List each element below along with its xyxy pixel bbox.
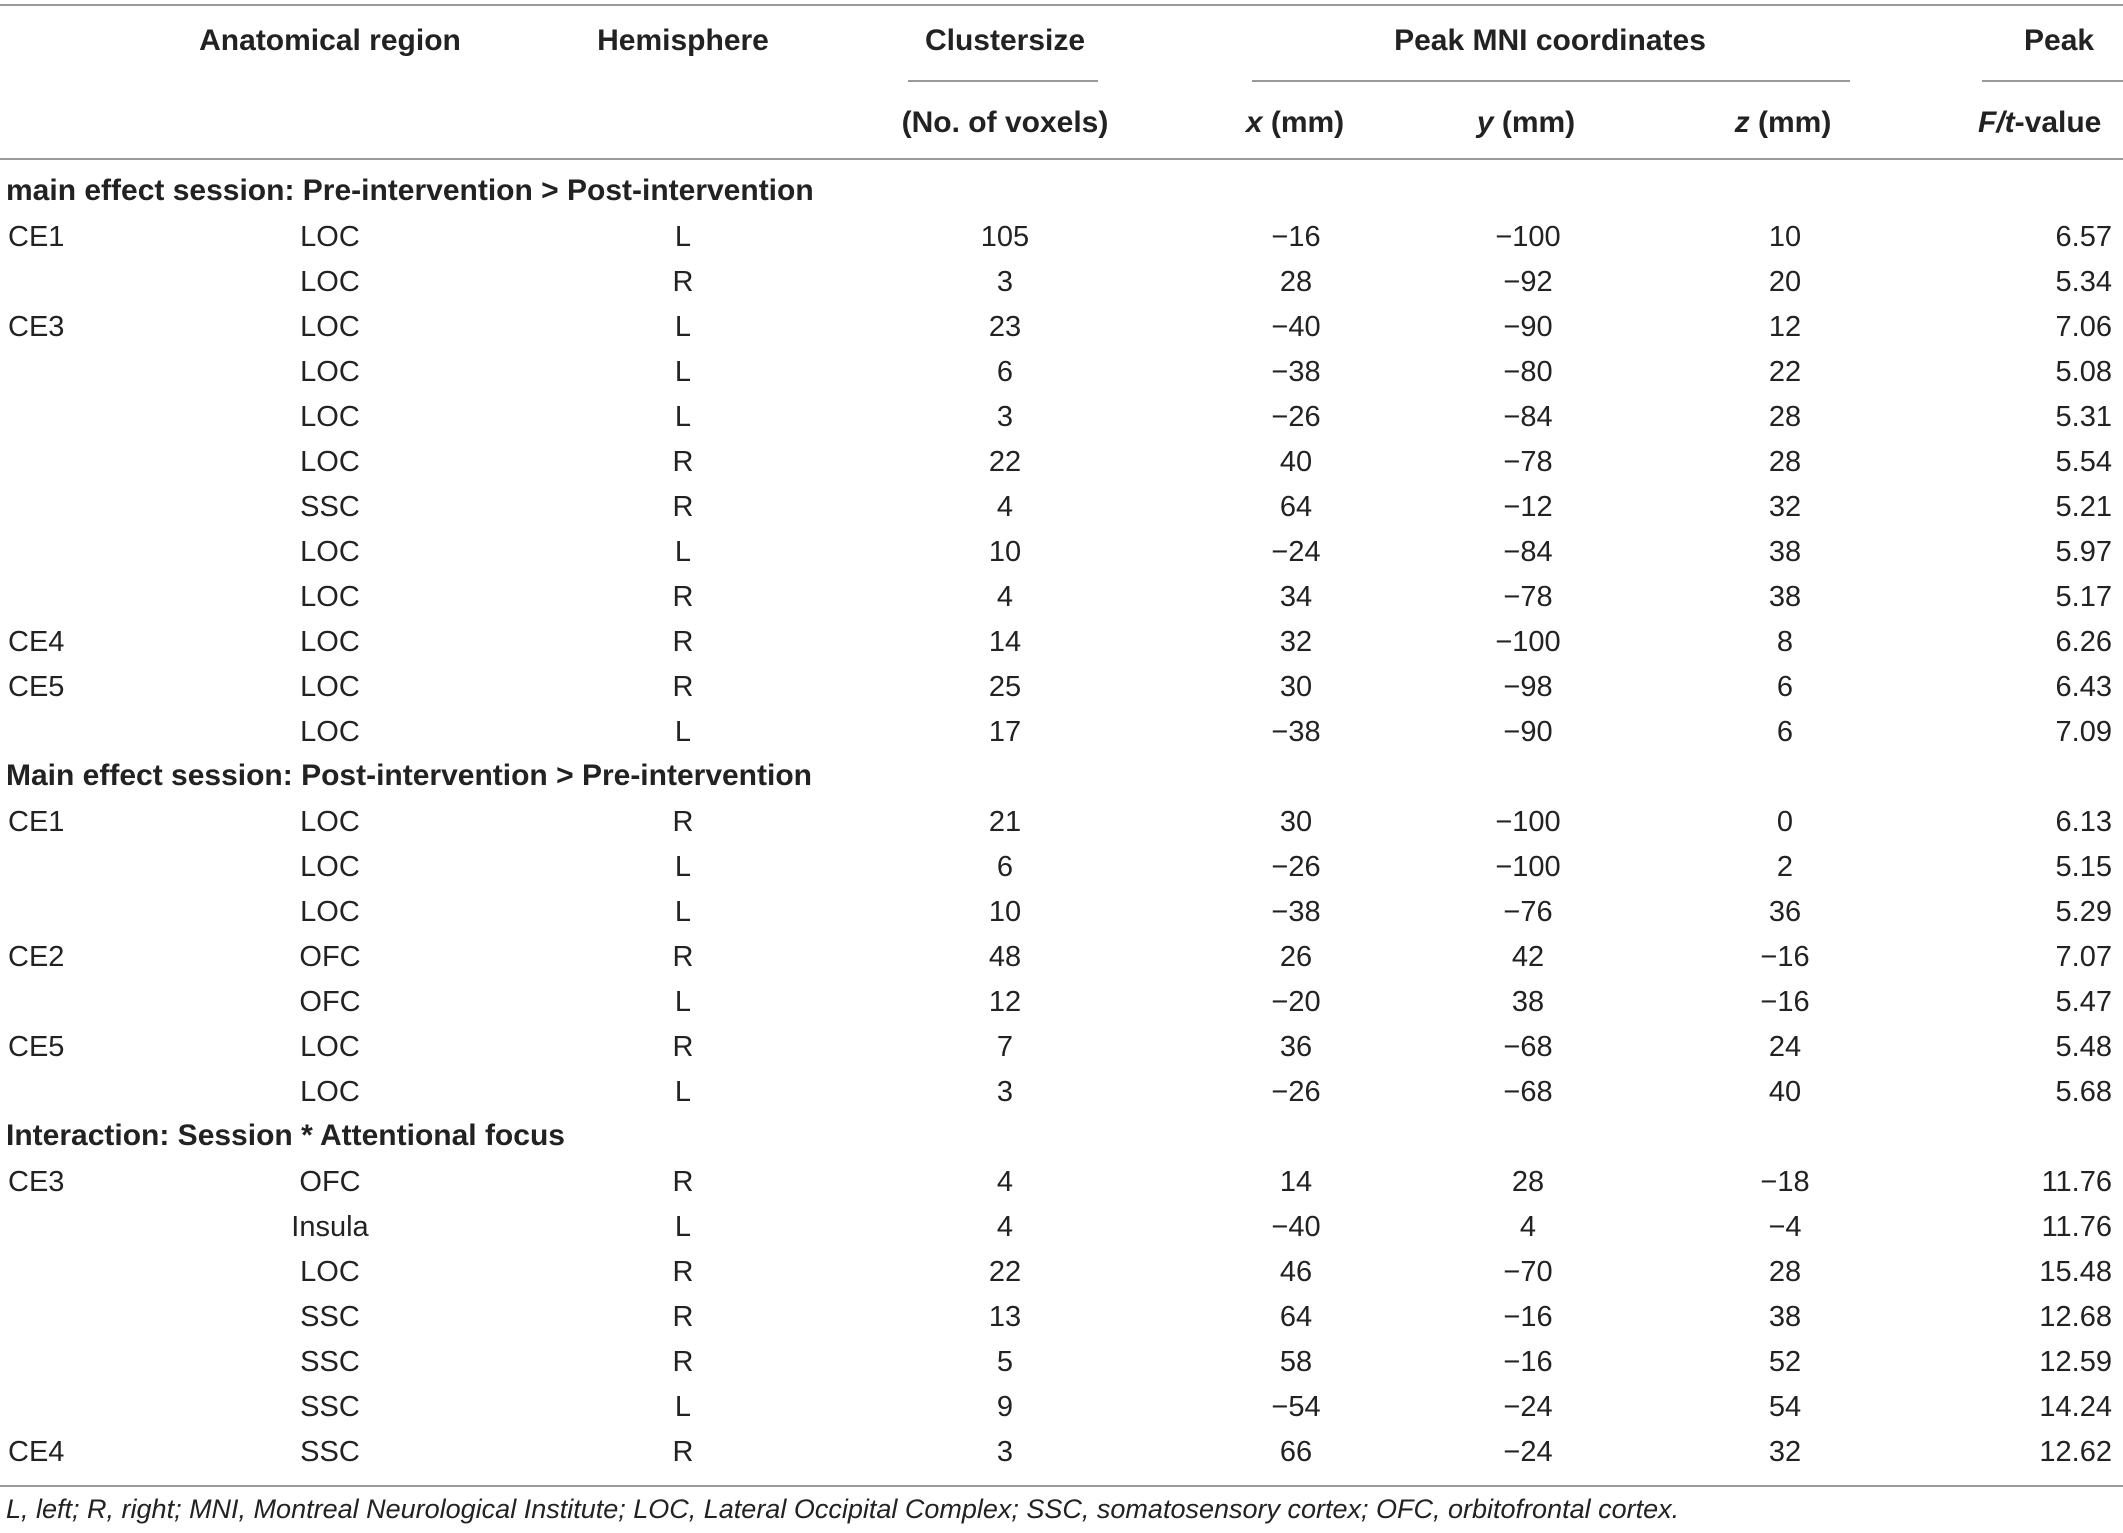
cell-clustersize: 3 <box>996 266 1014 298</box>
cell-x: −26 <box>1271 401 1321 433</box>
cell-z: 38 <box>1768 536 1802 568</box>
cell-hemisphere: L <box>674 401 692 433</box>
cell-z: 40 <box>1768 1076 1802 1108</box>
cell-clustersize: 23 <box>988 311 1022 343</box>
section-heading: Interaction: Session * Attentional focus <box>6 1119 565 1152</box>
cell-clustersize: 4 <box>996 491 1014 523</box>
cell-peak: 5.47 <box>2055 986 2112 1018</box>
cell-clustersize: 4 <box>996 1211 1014 1243</box>
cell-x: 46 <box>1279 1256 1313 1288</box>
cell-peak: 6.57 <box>2055 221 2112 253</box>
cell-region: LOC <box>300 581 360 613</box>
cell-x: 66 <box>1279 1436 1313 1468</box>
cell-x: −38 <box>1271 356 1321 388</box>
cell-ce: CE5 <box>8 1031 65 1063</box>
cell-z: 28 <box>1768 401 1802 433</box>
cell-clustersize: 4 <box>996 1166 1014 1198</box>
cell-hemisphere: R <box>672 1166 694 1198</box>
cell-region: OFC <box>299 986 361 1018</box>
cell-x: 30 <box>1279 806 1313 838</box>
cell-z: −16 <box>1760 986 1810 1018</box>
cell-peak: 5.08 <box>2055 356 2112 388</box>
header-hemisphere: Hemisphere <box>597 24 769 57</box>
cell-region: OFC <box>299 941 361 973</box>
cell-hemisphere: R <box>672 1436 694 1468</box>
cell-z: 36 <box>1768 896 1802 928</box>
cell-y: −84 <box>1503 401 1553 433</box>
cell-y: −98 <box>1503 671 1553 703</box>
cell-clustersize: 25 <box>988 671 1022 703</box>
cell-peak: 14.24 <box>2039 1391 2112 1423</box>
cell-peak: 6.26 <box>2055 626 2112 658</box>
cell-y: −80 <box>1503 356 1553 388</box>
cell-z: 0 <box>1776 806 1794 838</box>
cell-y: −24 <box>1503 1391 1553 1423</box>
table-top-rule <box>0 4 2123 6</box>
cell-x: 40 <box>1279 446 1313 478</box>
header-x: x (mm) <box>1245 106 1345 139</box>
cell-x: 58 <box>1279 1346 1313 1378</box>
cell-y: −78 <box>1503 581 1553 613</box>
cell-x: −20 <box>1271 986 1321 1018</box>
cell-ce: CE5 <box>8 671 65 703</box>
cell-clustersize: 10 <box>988 536 1022 568</box>
cell-region: SSC <box>300 491 360 523</box>
cell-y: −68 <box>1503 1031 1553 1063</box>
cell-hemisphere: R <box>672 671 694 703</box>
cell-peak: 7.06 <box>2055 311 2112 343</box>
cell-z: 52 <box>1768 1346 1802 1378</box>
cell-z: 38 <box>1768 581 1802 613</box>
cell-hemisphere: L <box>674 221 692 253</box>
cell-region: LOC <box>300 266 360 298</box>
cell-hemisphere: R <box>672 1346 694 1378</box>
cell-x: 64 <box>1279 1301 1313 1333</box>
cell-x: −26 <box>1271 1076 1321 1108</box>
cell-clustersize: 21 <box>988 806 1022 838</box>
cell-hemisphere: R <box>672 1256 694 1288</box>
cell-ce: CE4 <box>8 1436 65 1468</box>
cell-hemisphere: L <box>674 851 692 883</box>
cell-peak: 6.43 <box>2055 671 2112 703</box>
cell-hemisphere: L <box>674 536 692 568</box>
cell-y: −12 <box>1503 491 1553 523</box>
cell-region: Insula <box>291 1211 369 1243</box>
cell-hemisphere: R <box>672 1031 694 1063</box>
cell-y: −76 <box>1503 896 1553 928</box>
cell-region: LOC <box>300 311 360 343</box>
cell-y: 28 <box>1511 1166 1545 1198</box>
cell-region: LOC <box>300 401 360 433</box>
cell-peak: 5.48 <box>2055 1031 2112 1063</box>
cell-peak: 5.68 <box>2055 1076 2112 1108</box>
cell-peak: 7.09 <box>2055 716 2112 748</box>
cell-region: SSC <box>300 1301 360 1333</box>
cell-z: 8 <box>1776 626 1794 658</box>
header-bottom-rule <box>0 158 2123 160</box>
cell-y: −78 <box>1503 446 1553 478</box>
cell-z: 12 <box>1768 311 1802 343</box>
cell-x: −38 <box>1271 896 1321 928</box>
cell-hemisphere: R <box>672 1301 694 1333</box>
cell-peak: 6.13 <box>2055 806 2112 838</box>
cell-peak: 11.76 <box>2041 1166 2112 1198</box>
cell-clustersize: 6 <box>996 356 1014 388</box>
cell-region: LOC <box>300 1031 360 1063</box>
cell-peak: 5.97 <box>2055 536 2112 568</box>
cell-x: −16 <box>1271 221 1321 253</box>
cell-x: −38 <box>1271 716 1321 748</box>
cell-peak: 5.54 <box>2055 446 2112 478</box>
cell-y: 38 <box>1511 986 1545 1018</box>
cell-z: −4 <box>1768 1211 1802 1243</box>
cell-region: LOC <box>300 626 360 658</box>
cell-clustersize: 105 <box>980 221 1030 253</box>
cell-x: −40 <box>1271 311 1321 343</box>
cell-y: −16 <box>1503 1346 1553 1378</box>
cell-y: −84 <box>1503 536 1553 568</box>
cell-peak: 5.17 <box>2055 581 2112 613</box>
header-peak: Peak <box>2024 24 2095 57</box>
cell-clustersize: 9 <box>996 1391 1014 1423</box>
cell-hemisphere: R <box>672 941 694 973</box>
cell-region: LOC <box>300 716 360 748</box>
cell-hemisphere: L <box>674 1076 692 1108</box>
header-z: z (mm) <box>1734 106 1832 139</box>
cell-peak: 12.59 <box>2039 1346 2112 1378</box>
cell-hemisphere: L <box>674 986 692 1018</box>
cell-region: LOC <box>300 446 360 478</box>
cell-clustersize: 6 <box>996 851 1014 883</box>
cell-z: −16 <box>1760 941 1810 973</box>
cell-hemisphere: L <box>674 311 692 343</box>
cell-z: 24 <box>1768 1031 1802 1063</box>
cell-peak: 11.76 <box>2041 1211 2112 1243</box>
cell-region: SSC <box>300 1346 360 1378</box>
cell-region: SSC <box>300 1436 360 1468</box>
cell-clustersize: 13 <box>988 1301 1022 1333</box>
cell-y: −100 <box>1495 806 1561 838</box>
table-bottom-rule <box>0 1485 2123 1487</box>
cell-region: LOC <box>300 1076 360 1108</box>
cell-clustersize: 3 <box>996 1076 1014 1108</box>
cell-y: −90 <box>1503 716 1553 748</box>
cell-ce: CE1 <box>8 806 65 838</box>
cell-hemisphere: R <box>672 626 694 658</box>
cell-clustersize: 17 <box>988 716 1022 748</box>
cell-z: 32 <box>1768 1436 1802 1468</box>
cell-peak: 12.68 <box>2039 1301 2112 1333</box>
section-heading: main effect session: Pre-intervention > Post-intervention <box>6 174 814 207</box>
cell-x: 28 <box>1279 266 1313 298</box>
cell-y: 42 <box>1511 941 1545 973</box>
cell-z: 38 <box>1768 1301 1802 1333</box>
footnote: L, left; R, right; MNI, Montreal Neurological Institute; LOC, Lateral Occipital Complex; SSC, somatosensory cortex; OFC, orbitofrontal cortex. <box>6 1494 1680 1524</box>
cell-y: −100 <box>1495 626 1561 658</box>
cell-z: 22 <box>1768 356 1802 388</box>
cell-x: −26 <box>1271 851 1321 883</box>
cell-x: 32 <box>1279 626 1313 658</box>
cell-x: −24 <box>1271 536 1321 568</box>
cell-z: 2 <box>1776 851 1794 883</box>
cell-hemisphere: R <box>672 581 694 613</box>
cell-hemisphere: L <box>674 716 692 748</box>
cell-peak: 5.34 <box>2055 266 2112 298</box>
cell-y: −24 <box>1503 1436 1553 1468</box>
header-clustersize: Clustersize <box>924 24 1086 57</box>
cell-clustersize: 48 <box>988 941 1022 973</box>
cell-hemisphere: L <box>674 896 692 928</box>
cell-peak: 12.62 <box>2039 1436 2112 1468</box>
cell-z: 6 <box>1776 671 1794 703</box>
cell-clustersize: 10 <box>988 896 1022 928</box>
cell-y: −100 <box>1495 221 1561 253</box>
cell-clustersize: 5 <box>996 1346 1014 1378</box>
cell-x: 64 <box>1279 491 1313 523</box>
cell-y: −70 <box>1503 1256 1553 1288</box>
clustersize-rule <box>908 80 1098 82</box>
cell-hemisphere: R <box>672 266 694 298</box>
cell-region: LOC <box>300 671 360 703</box>
header-peak-mni: Peak MNI coordinates <box>1394 24 1706 57</box>
header-clustersize-sub: (No. of voxels) <box>901 106 1109 139</box>
cell-ce: CE4 <box>8 626 65 658</box>
peak-rule <box>1982 80 2123 82</box>
cell-ce: CE1 <box>8 221 65 253</box>
header-y: y (mm) <box>1476 106 1576 139</box>
cell-clustersize: 14 <box>988 626 1022 658</box>
cell-region: LOC <box>300 806 360 838</box>
cell-z: −18 <box>1760 1166 1810 1198</box>
cell-x: 26 <box>1279 941 1313 973</box>
cell-z: 6 <box>1776 716 1794 748</box>
cell-y: −16 <box>1503 1301 1553 1333</box>
cell-x: 36 <box>1279 1031 1313 1063</box>
cell-hemisphere: R <box>672 446 694 478</box>
cell-z: 20 <box>1768 266 1802 298</box>
cell-region: LOC <box>300 221 360 253</box>
cell-hemisphere: L <box>674 1391 692 1423</box>
cell-region: LOC <box>300 851 360 883</box>
cell-x: −40 <box>1271 1211 1321 1243</box>
cell-z: 32 <box>1768 491 1802 523</box>
cell-z: 54 <box>1768 1391 1802 1423</box>
cell-hemisphere: L <box>674 356 692 388</box>
cell-y: −92 <box>1503 266 1553 298</box>
cell-clustersize: 3 <box>996 401 1014 433</box>
cell-clustersize: 4 <box>996 581 1014 613</box>
cell-hemisphere: L <box>674 1211 692 1243</box>
cell-x: −54 <box>1271 1391 1321 1423</box>
cell-y: 4 <box>1519 1211 1537 1243</box>
cell-ce: CE3 <box>8 1166 65 1198</box>
cell-hemisphere: R <box>672 491 694 523</box>
cell-peak: 5.31 <box>2055 401 2112 433</box>
section-heading: Main effect session: Post-intervention > Pre-intervention <box>6 759 812 792</box>
cell-peak: 15.48 <box>2039 1256 2112 1288</box>
cell-region: SSC <box>300 1391 360 1423</box>
cell-peak: 7.07 <box>2055 941 2112 973</box>
cell-clustersize: 3 <box>996 1436 1014 1468</box>
cell-clustersize: 12 <box>988 986 1022 1018</box>
cell-x: 30 <box>1279 671 1313 703</box>
header-anatomical-region: Anatomical region <box>199 24 461 57</box>
cell-clustersize: 22 <box>988 446 1022 478</box>
cell-peak: 5.15 <box>2055 851 2112 883</box>
cell-x: 34 <box>1279 581 1313 613</box>
cell-y: −90 <box>1503 311 1553 343</box>
cell-hemisphere: R <box>672 806 694 838</box>
cell-peak: 5.21 <box>2055 491 2112 523</box>
cell-clustersize: 22 <box>988 1256 1022 1288</box>
cell-ce: CE3 <box>8 311 65 343</box>
cell-region: LOC <box>300 1256 360 1288</box>
cell-z: 10 <box>1768 221 1802 253</box>
cell-region: LOC <box>300 896 360 928</box>
cell-region: LOC <box>300 356 360 388</box>
cell-peak: 5.29 <box>2055 896 2112 928</box>
cell-ce: CE2 <box>8 941 65 973</box>
cell-y: −68 <box>1503 1076 1553 1108</box>
cell-clustersize: 7 <box>996 1031 1014 1063</box>
cell-z: 28 <box>1768 1256 1802 1288</box>
cell-region: OFC <box>299 1166 361 1198</box>
header-peak-value: F/t-value <box>1978 106 2102 139</box>
cell-x: 14 <box>1279 1166 1313 1198</box>
mni-rule <box>1252 80 1850 82</box>
cell-region: LOC <box>300 536 360 568</box>
cell-z: 28 <box>1768 446 1802 478</box>
cell-y: −100 <box>1495 851 1561 883</box>
